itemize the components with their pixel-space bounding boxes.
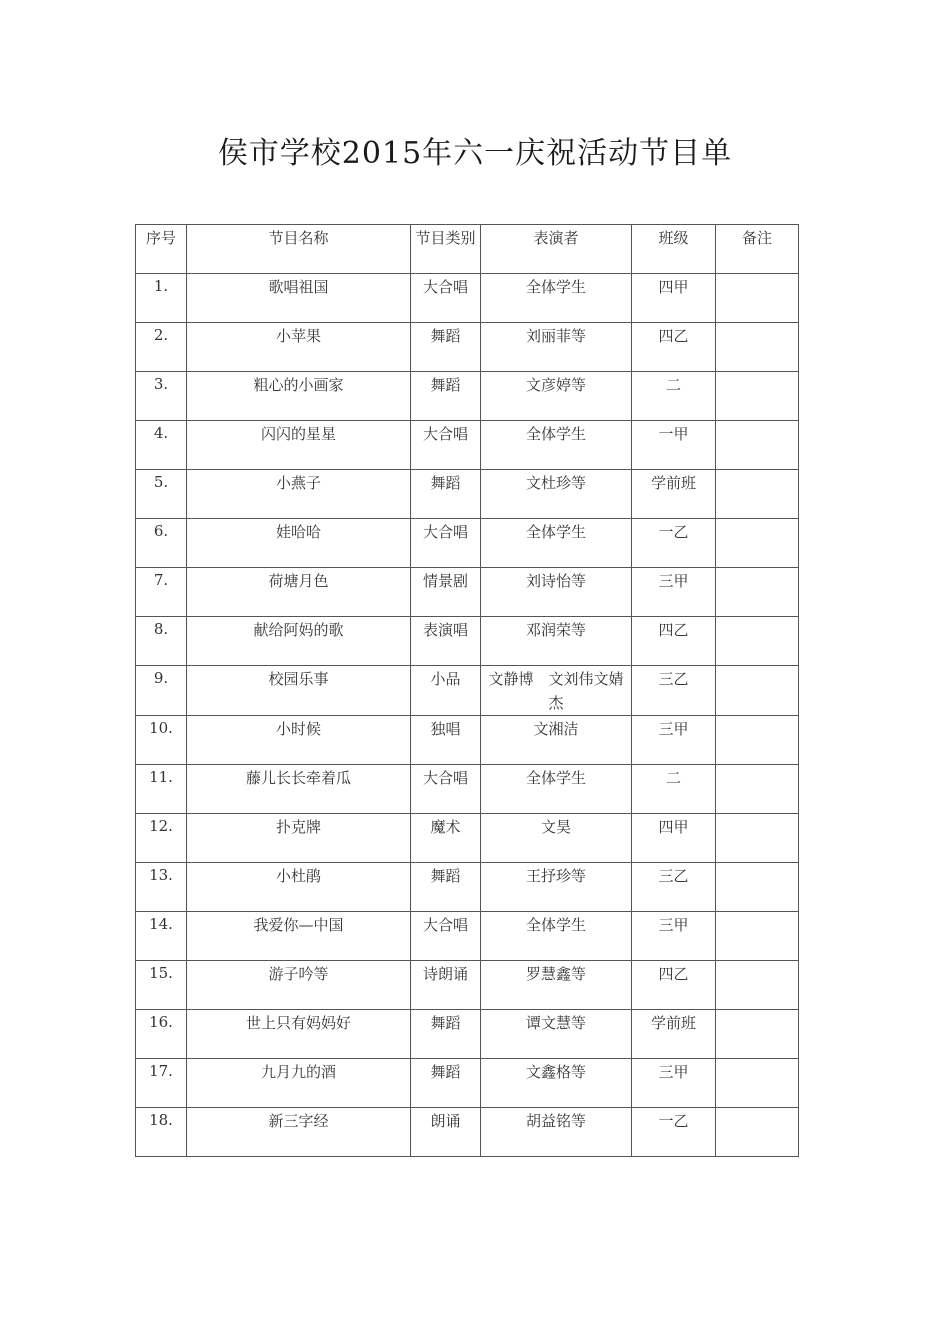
table-row bbox=[136, 961, 799, 1010]
cell-type: 朗诵 bbox=[411, 1108, 481, 1157]
cell-type: 舞蹈 bbox=[411, 863, 481, 912]
cell-class: 三乙 bbox=[632, 666, 716, 716]
cell-type: 独唱 bbox=[411, 716, 481, 765]
cell-name: 新三字经 bbox=[187, 1108, 411, 1157]
cell-name: 小杜鹃 bbox=[187, 863, 411, 912]
cell-class: 学前班 bbox=[632, 470, 716, 519]
cell-seq: 9. bbox=[136, 666, 187, 716]
cell-seq: 8. bbox=[136, 617, 187, 666]
header-class: 班级 bbox=[632, 225, 716, 274]
table-row bbox=[136, 666, 799, 716]
cell-performer: 文鑫格等 bbox=[481, 1059, 632, 1108]
cell-performer: 全体学生 bbox=[481, 421, 632, 470]
cell-name: 荷塘月色 bbox=[187, 568, 411, 617]
cell-name: 献给阿妈的歌 bbox=[187, 617, 411, 666]
cell-note bbox=[716, 765, 799, 814]
cell-performer: 邓润荣等 bbox=[481, 617, 632, 666]
table-row bbox=[136, 617, 799, 666]
table-row bbox=[136, 1059, 799, 1108]
cell-seq: 17. bbox=[136, 1059, 187, 1108]
cell-seq: 14. bbox=[136, 912, 187, 961]
cell-performer: 文静博 文刘伟文婧杰 bbox=[481, 666, 632, 716]
cell-name: 小燕子 bbox=[187, 470, 411, 519]
cell-seq: 1. bbox=[136, 274, 187, 323]
cell-class: 一甲 bbox=[632, 421, 716, 470]
cell-type: 魔术 bbox=[411, 814, 481, 863]
cell-name: 歌唱祖国 bbox=[187, 274, 411, 323]
cell-class: 三甲 bbox=[632, 568, 716, 617]
cell-class: 一乙 bbox=[632, 1108, 716, 1157]
cell-note bbox=[716, 274, 799, 323]
cell-performer: 文彦婷等 bbox=[481, 372, 632, 421]
cell-note bbox=[716, 519, 799, 568]
cell-note bbox=[716, 863, 799, 912]
cell-seq: 6. bbox=[136, 519, 187, 568]
header-name: 节目名称 bbox=[187, 225, 411, 274]
cell-class: 四乙 bbox=[632, 617, 716, 666]
cell-class: 四乙 bbox=[632, 961, 716, 1010]
cell-seq: 5. bbox=[136, 470, 187, 519]
cell-class: 三乙 bbox=[632, 863, 716, 912]
cell-note bbox=[716, 470, 799, 519]
cell-type: 大合唱 bbox=[411, 274, 481, 323]
cell-performer: 刘诗怡等 bbox=[481, 568, 632, 617]
cell-name: 粗心的小画家 bbox=[187, 372, 411, 421]
cell-note bbox=[716, 1059, 799, 1108]
cell-performer: 文昊 bbox=[481, 814, 632, 863]
cell-seq: 2. bbox=[136, 323, 187, 372]
cell-note bbox=[716, 1010, 799, 1059]
cell-note bbox=[716, 617, 799, 666]
cell-performer: 文湘洁 bbox=[481, 716, 632, 765]
cell-note bbox=[716, 814, 799, 863]
table-row bbox=[136, 470, 799, 519]
cell-seq: 13. bbox=[136, 863, 187, 912]
cell-seq: 7. bbox=[136, 568, 187, 617]
cell-seq: 12. bbox=[136, 814, 187, 863]
cell-name: 小时候 bbox=[187, 716, 411, 765]
cell-performer: 罗慧鑫等 bbox=[481, 961, 632, 1010]
cell-type: 大合唱 bbox=[411, 912, 481, 961]
cell-class: 四乙 bbox=[632, 323, 716, 372]
cell-performer: 全体学生 bbox=[481, 765, 632, 814]
table-row bbox=[136, 372, 799, 421]
cell-performer: 全体学生 bbox=[481, 519, 632, 568]
cell-seq: 15. bbox=[136, 961, 187, 1010]
cell-name: 小苹果 bbox=[187, 323, 411, 372]
table-row bbox=[136, 765, 799, 814]
table-row bbox=[136, 912, 799, 961]
table-row bbox=[136, 519, 799, 568]
table-row bbox=[136, 1108, 799, 1157]
header-type: 节目类别 bbox=[411, 225, 481, 274]
cell-seq: 10. bbox=[136, 716, 187, 765]
cell-seq: 11. bbox=[136, 765, 187, 814]
cell-performer: 谭文慧等 bbox=[481, 1010, 632, 1059]
cell-class: 三甲 bbox=[632, 716, 716, 765]
cell-note bbox=[716, 666, 799, 716]
table-body bbox=[136, 274, 799, 1157]
table-row bbox=[136, 814, 799, 863]
cell-note bbox=[716, 961, 799, 1010]
cell-name: 九月九的酒 bbox=[187, 1059, 411, 1108]
cell-performer: 文杜珍等 bbox=[481, 470, 632, 519]
cell-name: 闪闪的星星 bbox=[187, 421, 411, 470]
cell-class: 二 bbox=[632, 765, 716, 814]
cell-note bbox=[716, 421, 799, 470]
cell-type: 舞蹈 bbox=[411, 1010, 481, 1059]
cell-performer: 刘丽菲等 bbox=[481, 323, 632, 372]
cell-type: 舞蹈 bbox=[411, 1059, 481, 1108]
cell-performer: 全体学生 bbox=[481, 274, 632, 323]
cell-type: 舞蹈 bbox=[411, 323, 481, 372]
cell-name: 世上只有妈妈好 bbox=[187, 1010, 411, 1059]
cell-type: 表演唱 bbox=[411, 617, 481, 666]
cell-class: 学前班 bbox=[632, 1010, 716, 1059]
cell-name: 游子吟等 bbox=[187, 961, 411, 1010]
table-row bbox=[136, 274, 799, 323]
cell-seq: 18. bbox=[136, 1108, 187, 1157]
cell-class: 四甲 bbox=[632, 274, 716, 323]
cell-note bbox=[716, 716, 799, 765]
cell-type: 舞蹈 bbox=[411, 470, 481, 519]
cell-performer: 全体学生 bbox=[481, 912, 632, 961]
table-row bbox=[136, 568, 799, 617]
header-performer: 表演者 bbox=[481, 225, 632, 274]
cell-type: 舞蹈 bbox=[411, 372, 481, 421]
page-title: 侯市学校2015年六一庆祝活动节目单 bbox=[217, 136, 733, 171]
cell-performer: 胡益铭等 bbox=[481, 1108, 632, 1157]
cell-note bbox=[716, 372, 799, 421]
cell-note bbox=[716, 323, 799, 372]
cell-seq: 4. bbox=[136, 421, 187, 470]
cell-performer: 王抒珍等 bbox=[481, 863, 632, 912]
cell-name: 校园乐事 bbox=[187, 666, 411, 716]
program-table bbox=[135, 224, 799, 1157]
cell-type: 情景剧 bbox=[411, 568, 481, 617]
cell-class: 三甲 bbox=[632, 1059, 716, 1108]
cell-note bbox=[716, 568, 799, 617]
table-row bbox=[136, 863, 799, 912]
cell-name: 娃哈哈 bbox=[187, 519, 411, 568]
cell-name: 我爱你—中国 bbox=[187, 912, 411, 961]
cell-seq: 16. bbox=[136, 1010, 187, 1059]
table-header-row bbox=[136, 225, 799, 274]
cell-type: 小品 bbox=[411, 666, 481, 716]
cell-class: 三甲 bbox=[632, 912, 716, 961]
cell-type: 大合唱 bbox=[411, 765, 481, 814]
cell-note bbox=[716, 912, 799, 961]
cell-type: 大合唱 bbox=[411, 519, 481, 568]
table-row bbox=[136, 716, 799, 765]
table-row bbox=[136, 421, 799, 470]
cell-type: 大合唱 bbox=[411, 421, 481, 470]
cell-note bbox=[716, 1108, 799, 1157]
cell-seq: 3. bbox=[136, 372, 187, 421]
cell-class: 四甲 bbox=[632, 814, 716, 863]
table-row bbox=[136, 323, 799, 372]
header-seq: 序号 bbox=[136, 225, 187, 274]
cell-name: 藤儿长长牵着瓜 bbox=[187, 765, 411, 814]
cell-name: 扑克牌 bbox=[187, 814, 411, 863]
table-row bbox=[136, 1010, 799, 1059]
cell-class: 一乙 bbox=[632, 519, 716, 568]
cell-class: 二 bbox=[632, 372, 716, 421]
cell-type: 诗朗诵 bbox=[411, 961, 481, 1010]
header-note: 备注 bbox=[716, 225, 799, 274]
